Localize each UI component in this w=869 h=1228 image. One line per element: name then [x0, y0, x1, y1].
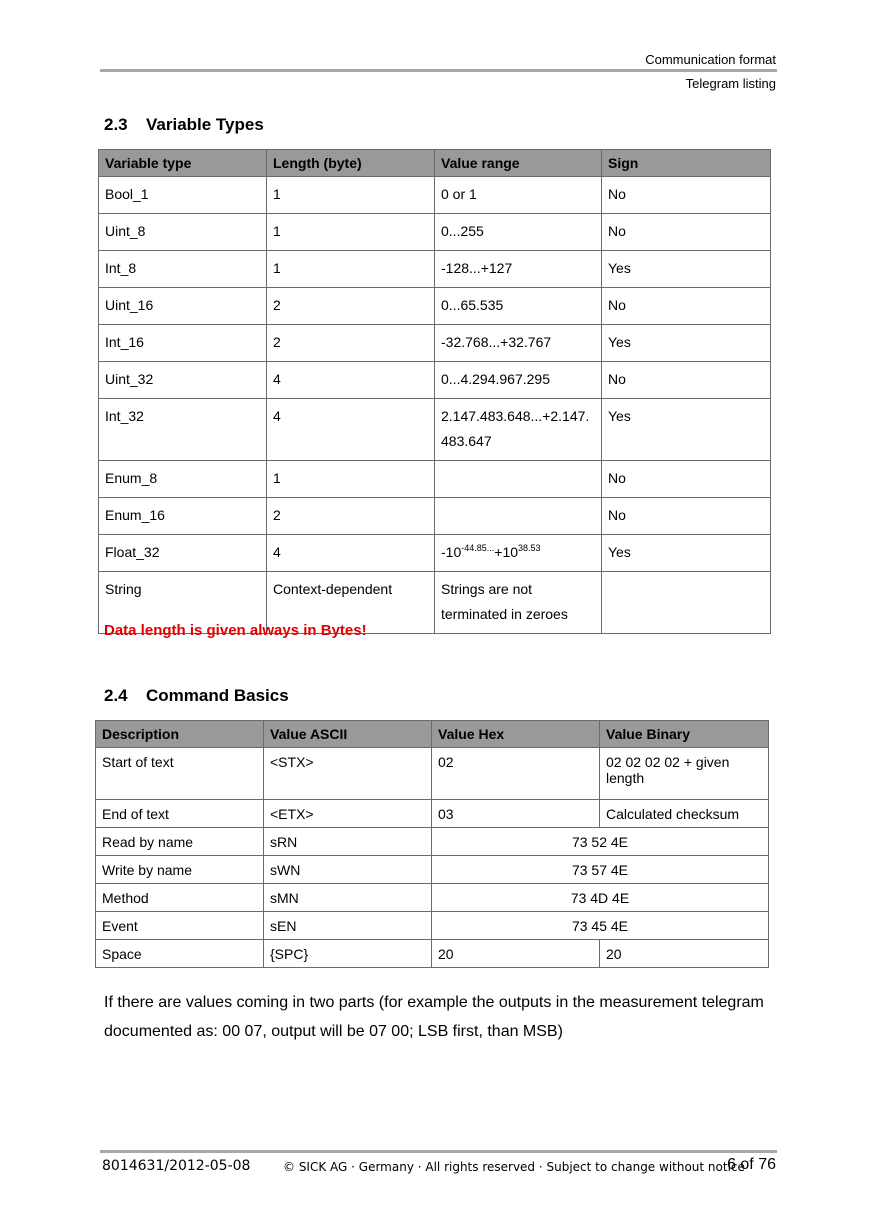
variable-types-table [98, 149, 771, 634]
table-cell: 20 [432, 940, 600, 968]
column-header: Value Binary [600, 721, 769, 748]
table-cell: 20 [600, 940, 769, 968]
table-cell: No [602, 461, 771, 498]
table-cell: <ETX> [264, 800, 432, 828]
table-cell: 03 [432, 800, 600, 828]
table-cell: Int_32 [99, 399, 267, 461]
table-cell-merged: 73 4D 4E [432, 884, 769, 912]
data-length-note: Data length is given always in Bytes! [104, 622, 367, 639]
table-header-row [96, 721, 769, 748]
command-basics-table [95, 720, 769, 968]
section-title: Command Basics [146, 686, 289, 705]
table-row [96, 884, 769, 912]
table-row [99, 535, 771, 572]
table-cell: Start of text [96, 748, 264, 800]
table-cell: Enum_8 [99, 461, 267, 498]
column-header: Value ASCII [264, 721, 432, 748]
table-cell: Enum_16 [99, 498, 267, 535]
table-row [96, 828, 769, 856]
column-header: Length (byte) [267, 150, 435, 177]
table-row [96, 912, 769, 940]
table-row [96, 856, 769, 884]
table-cell: Uint_8 [99, 214, 267, 251]
table-row [96, 940, 769, 968]
table-row [99, 177, 771, 214]
table-cell: -128...+127 [435, 251, 602, 288]
table-cell: No [602, 177, 771, 214]
table-cell: Int_16 [99, 325, 267, 362]
table-row [99, 288, 771, 325]
section-heading-variable-types [104, 115, 264, 135]
table-row [99, 399, 771, 461]
table-cell: Yes [602, 399, 771, 461]
table-cell: Event [96, 912, 264, 940]
float-range-prefix: -10 [441, 544, 462, 560]
table-cell: sRN [264, 828, 432, 856]
table-row [99, 498, 771, 535]
float-range-exp-max: 38.53 [518, 543, 541, 553]
table-cell [602, 572, 771, 634]
table-cell: 2 [267, 288, 435, 325]
table-cell: 0 or 1 [435, 177, 602, 214]
table-cell-merged: 73 45 4E [432, 912, 769, 940]
table-cell: 4 [267, 362, 435, 399]
column-header: Variable type [99, 150, 267, 177]
column-header: Value range [435, 150, 602, 177]
table-row [99, 461, 771, 498]
table-cell-merged: 73 52 4E [432, 828, 769, 856]
table-cell: 4 [267, 535, 435, 572]
table-cell: 0...255 [435, 214, 602, 251]
column-header: Description [96, 721, 264, 748]
column-header: Value Hex [432, 721, 600, 748]
table-cell: {SPC} [264, 940, 432, 968]
footer-page-number: 6 of 76 [727, 1156, 776, 1173]
table-cell: Int_8 [99, 251, 267, 288]
float-range-cell [435, 535, 602, 572]
table-cell: 02 [432, 748, 600, 800]
section-heading-command-basics [104, 686, 289, 706]
table-cell: Yes [602, 535, 771, 572]
table-cell: 1 [267, 251, 435, 288]
footer-rule [100, 1150, 777, 1153]
table-cell: Space [96, 940, 264, 968]
section-number: 2.3 [104, 115, 128, 134]
table-cell: Yes [602, 325, 771, 362]
table-cell: 0...4.294.967.295 [435, 362, 602, 399]
table-cell: <STX> [264, 748, 432, 800]
table-cell: String [99, 572, 267, 634]
footer-copyright: © SICK AG · Germany · All rights reserved · Subject to change without notice [283, 1160, 745, 1174]
table-cell: 2 [267, 325, 435, 362]
table-cell: 2.147.483.648...+2.147.483.647 [435, 399, 602, 461]
table-cell: Method [96, 884, 264, 912]
table-cell: Yes [602, 251, 771, 288]
table-cell: sMN [264, 884, 432, 912]
footer-doc-id: 8014631/2012-05-08 [102, 1158, 251, 1174]
header-chapter: Communication format [645, 52, 776, 67]
table-cell: No [602, 498, 771, 535]
table-cell: sWN [264, 856, 432, 884]
table-cell: Read by name [96, 828, 264, 856]
table-cell: Write by name [96, 856, 264, 884]
section-number: 2.4 [104, 686, 128, 705]
table-row [99, 251, 771, 288]
header-rule [100, 69, 777, 72]
table-row [99, 362, 771, 399]
table-cell: No [602, 214, 771, 251]
table-cell: 2 [267, 498, 435, 535]
table-cell: 4 [267, 399, 435, 461]
table-cell-merged: 73 57 4E [432, 856, 769, 884]
table-row [99, 325, 771, 362]
table-cell: 02 02 02 02 + given length [600, 748, 769, 800]
table-cell: Bool_1 [99, 177, 267, 214]
table-cell: Float_32 [99, 535, 267, 572]
table-row [96, 748, 769, 800]
table-cell: 0...65.535 [435, 288, 602, 325]
table-cell: No [602, 288, 771, 325]
table-cell: Context-dependent [267, 572, 435, 634]
column-header: Sign [602, 150, 771, 177]
section-title: Variable Types [146, 115, 264, 134]
float-range-mid: +10 [494, 544, 519, 560]
table-header-row [99, 150, 771, 177]
table-cell: Strings are not terminated in zeroes [435, 572, 602, 634]
table-cell: End of text [96, 800, 264, 828]
table-cell [435, 461, 602, 498]
table-cell: 1 [267, 177, 435, 214]
table-row [99, 214, 771, 251]
float-range-exp-min: -44.85... [461, 543, 495, 553]
header-section: Telegram listing [685, 76, 776, 91]
table-cell: Uint_32 [99, 362, 267, 399]
table-cell: sEN [264, 912, 432, 940]
table-cell: Calculated checksum [600, 800, 769, 828]
table-cell [435, 498, 602, 535]
table-cell: No [602, 362, 771, 399]
table-cell: 1 [267, 214, 435, 251]
table-cell: -32.768...+32.767 [435, 325, 602, 362]
table-row [96, 800, 769, 828]
table-cell: Uint_16 [99, 288, 267, 325]
table-cell: 1 [267, 461, 435, 498]
byte-order-paragraph: If there are values coming in two parts (for example the outputs in the measurement telegram documented as: 00 07, output will be 07 00; LSB first, than MSB) [104, 994, 764, 1040]
